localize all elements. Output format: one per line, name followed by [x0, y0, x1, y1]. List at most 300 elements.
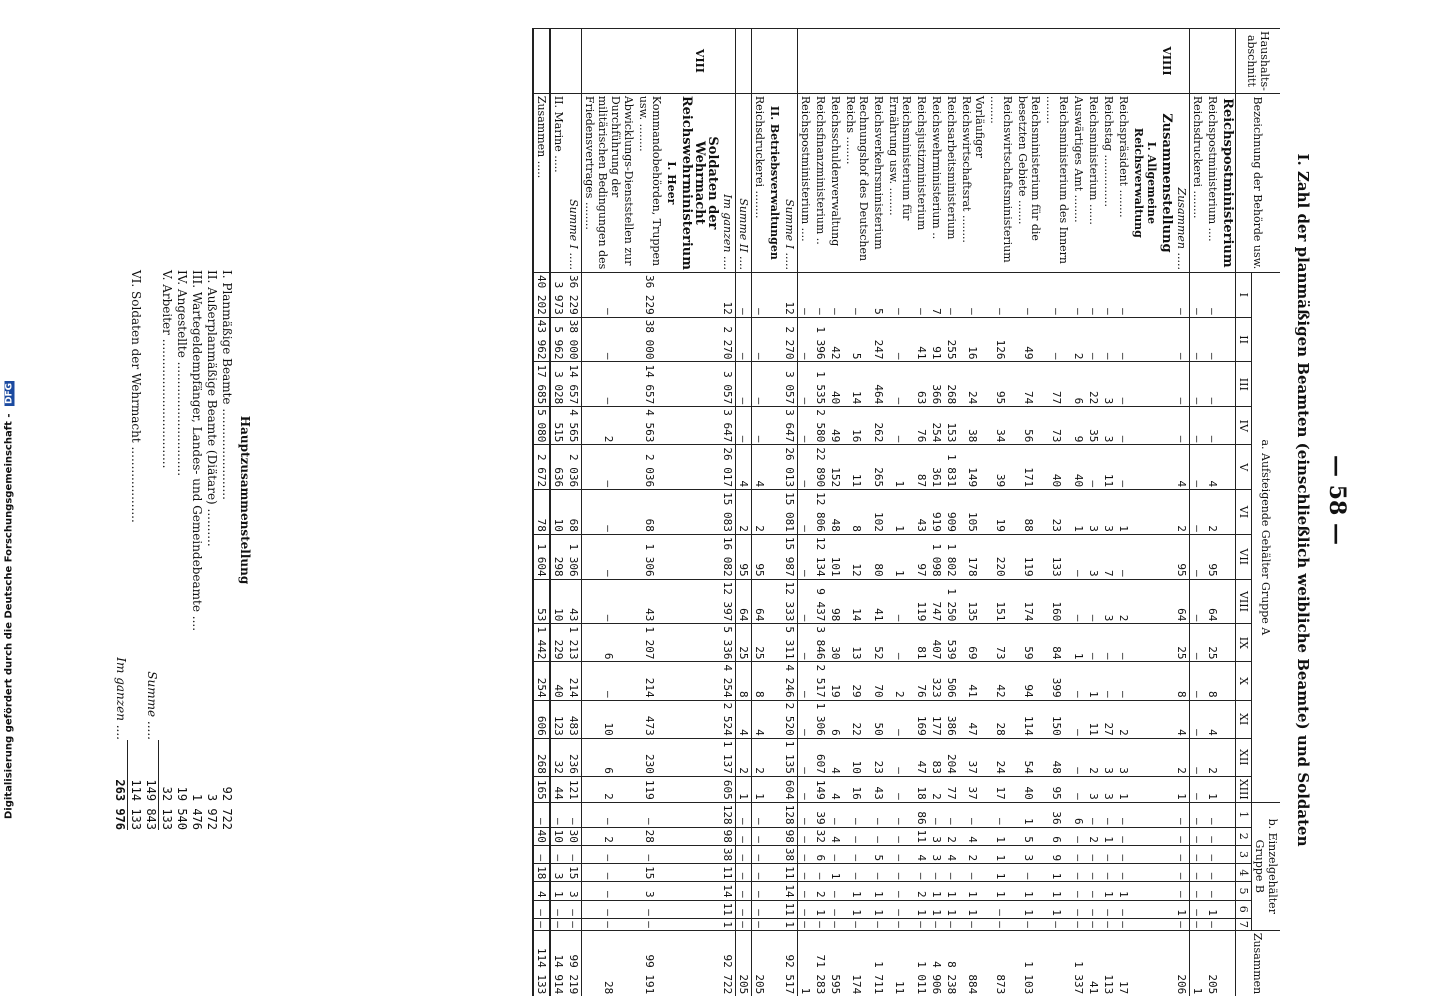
total-cell: 1 337 [1071, 930, 1086, 996]
summary-item-label: V. Arbeiter .................................. [160, 270, 174, 469]
group-a-cell: 105 [959, 490, 987, 535]
group-a-cell [1131, 317, 1159, 362]
group-a-cell: 11 [1101, 445, 1116, 490]
table-row [720, 29, 736, 997]
summary-item-value: 3 972 [205, 793, 219, 830]
group-a-cell: 7 [929, 272, 944, 317]
group-b-cell: — [1116, 900, 1131, 918]
group-a-cell: 1 604 [533, 534, 550, 579]
group-b-cell [1131, 900, 1159, 918]
group-a-cell: 11 [843, 445, 871, 490]
group-a-cell: 15 081 [782, 490, 798, 535]
group-a-cell: — [1190, 272, 1206, 317]
group-a-cell: 2 036 [566, 445, 582, 490]
group-b-cell: — [1015, 864, 1043, 882]
group-a-cell: 12 [720, 272, 736, 317]
group-a-cell [679, 700, 720, 738]
total-cell [1043, 930, 1071, 996]
group-b-cell: — [566, 900, 582, 918]
group-a-cell: 255 [944, 317, 959, 362]
group-b-cell [1131, 918, 1159, 930]
group-a-cell: 37 [959, 738, 987, 776]
group-a-cell [1220, 738, 1236, 776]
group-b-cell: 2 [1086, 827, 1101, 845]
chapter-cell [566, 29, 582, 94]
total-cell: 17 [1116, 930, 1131, 996]
chapter-cell [1131, 29, 1159, 94]
group-b-cell: — [1205, 918, 1220, 930]
total-cell: 71 283 [813, 930, 828, 996]
agency-cell: Reichswirtschaftsministerium ........ [987, 93, 1015, 272]
agency-cell: Reichsjustizministerium [914, 93, 929, 272]
group-a-cell: 2 270 [720, 317, 736, 362]
group-a-cell: 64 [752, 579, 768, 624]
group-a-cell: 1 [1174, 776, 1190, 802]
group-a-cell: 919 [929, 490, 944, 535]
group-b-cell: 4 [944, 845, 959, 863]
group-a-cell: 1 [736, 776, 752, 802]
total-cell: 174 [843, 930, 871, 996]
group-a-cell: 37 [959, 776, 987, 802]
chapter-cell [1220, 29, 1236, 94]
group-a-cell: 1 [886, 534, 914, 579]
credit-text: Digitalisierung gefördert durch die Deutsche Forschungsgemeinschaft - [3, 413, 15, 820]
group-a-cell [1220, 362, 1236, 407]
group-a-cell: — [798, 272, 814, 317]
group-a-cell: 87 [914, 445, 929, 490]
group-b-cell: — [1086, 802, 1101, 827]
group-b-cell: 1 [1015, 882, 1043, 900]
group-a-cell: 3 [1101, 738, 1116, 776]
group-a-cell: — [798, 662, 814, 700]
group-a-cell: 247 [871, 317, 886, 362]
group-a-cell: 160 [1043, 579, 1071, 624]
group-a-cell: — [1071, 662, 1086, 700]
summary-grand-label: Im ganzen .... [114, 657, 128, 740]
group-a-cell: 366 [929, 362, 944, 407]
group-a-cell: — [582, 362, 637, 407]
group-b-cell: — [1101, 802, 1116, 827]
header-col-a: XII [1236, 738, 1252, 776]
group-a-cell: 3 [1086, 534, 1101, 579]
group-a-cell: — [798, 700, 814, 738]
group-a-cell [1220, 445, 1236, 490]
total-cell: 1 [798, 930, 814, 996]
total-cell: 1 [1190, 930, 1206, 996]
agency-cell: Abwicklungs-Dienststellen zur Durchführung der militärischen Bedingungen des Friedensvertrages ........ [582, 93, 637, 272]
group-a-cell: 268 [533, 738, 550, 776]
group-a-cell: 5 962 [550, 317, 566, 362]
table-body [533, 29, 1236, 997]
group-b-cell: — [1101, 864, 1116, 882]
group-a-cell: 3 647 [720, 407, 736, 445]
group-b-cell: — [1086, 882, 1101, 900]
total-cell: 1 011 [914, 930, 929, 996]
group-a-cell: 3 [1101, 579, 1116, 624]
group-a-cell: 43 [871, 776, 886, 802]
document-stage [40, 20, 1420, 995]
group-a-cell: 26 017 [720, 445, 736, 490]
group-b-cell: — [736, 827, 752, 845]
group-a-cell: 64 [1205, 579, 1220, 624]
group-b-cell [767, 845, 782, 863]
group-b-cell: 1 [914, 900, 929, 918]
group-a-cell: 5 311 [782, 624, 798, 662]
group-b-cell: — [533, 900, 550, 918]
group-a-cell: 34 [987, 407, 1015, 445]
group-b-cell: — [1205, 802, 1220, 827]
group-a-cell: 68 [566, 490, 582, 535]
group-a-cell: 14 [843, 362, 871, 407]
table-row [582, 29, 637, 997]
group-b-cell: — [798, 802, 814, 827]
group-b-cell [679, 882, 720, 900]
table-row [679, 29, 720, 997]
total-cell: 8 238 [944, 930, 959, 996]
agency-cell: I. Allgemeine Reichsverwaltung [1131, 93, 1159, 272]
group-a-cell [679, 317, 720, 362]
group-b-cell: — [929, 864, 944, 882]
group-a-cell: 27 [1101, 700, 1116, 738]
group-b-cell [1159, 882, 1174, 900]
group-a-cell: 102 [871, 490, 886, 535]
agency-cell: Reichspostministerium [1220, 93, 1236, 272]
group-a-cell: 1 [1086, 662, 1101, 700]
group-a-cell: 4 [736, 700, 752, 738]
chapter-cell [1101, 29, 1116, 94]
group-b-cell [1220, 900, 1236, 918]
group-a-cell [767, 272, 782, 317]
group-a-cell: — [1190, 738, 1206, 776]
group-a-cell: 10 [550, 490, 566, 535]
group-a-cell: 254 [533, 662, 550, 700]
group-b-cell: — [1116, 827, 1131, 845]
group-a-cell: 2 036 [636, 445, 664, 490]
group-b-cell: — [798, 845, 814, 863]
group-a-cell: 1 306 [636, 534, 664, 579]
dfg-logo: DFG [4, 382, 15, 405]
group-b-cell: 5 [1015, 827, 1043, 845]
chapter-cell [1116, 29, 1131, 94]
group-b-cell: — [1174, 918, 1190, 930]
group-a-cell: 265 [871, 445, 886, 490]
group-a-cell: 64 [736, 579, 752, 624]
group-a-cell [664, 700, 679, 738]
agency-cell: Reichsverkehrsministerium [871, 93, 886, 272]
total-cell: 205 [736, 930, 752, 996]
agency-cell: Zusammen ..... [533, 93, 550, 272]
group-a-cell: 483 [566, 700, 582, 738]
group-a-cell: 407 [929, 624, 944, 662]
group-a-cell: 123 [550, 700, 566, 738]
group-a-cell: 63 [914, 362, 929, 407]
group-a-cell: 2 [752, 738, 768, 776]
group-b-cell: — [736, 882, 752, 900]
group-a-cell [1220, 662, 1236, 700]
header-col-a: VIII [1236, 579, 1252, 624]
group-b-cell: 5 [871, 845, 886, 863]
agency-cell: Zusammen ..... [1174, 93, 1190, 272]
group-a-cell: 150 [1043, 700, 1071, 738]
group-a-cell: 1 135 [782, 738, 798, 776]
group-a-cell [679, 534, 720, 579]
group-a-cell: 12 [782, 272, 798, 317]
table-row [1043, 29, 1071, 997]
table-row [886, 29, 914, 997]
chapter-cell [1174, 29, 1190, 94]
group-a-cell: 178 [959, 534, 987, 579]
group-b-cell: — [929, 918, 944, 930]
group-a-cell: 2 672 [533, 445, 550, 490]
group-a-cell: 1 [886, 490, 914, 535]
group-a-cell [1131, 272, 1159, 317]
group-a-cell: — [886, 738, 914, 776]
group-a-cell: 15 083 [720, 490, 736, 535]
group-a-cell: 98 [828, 579, 843, 624]
group-b-cell: — [871, 918, 886, 930]
group-a-cell: 2 270 [782, 317, 798, 362]
summary-title: Hauptzusammenstellung [238, 415, 252, 585]
total-cell: 92 517 [782, 930, 798, 996]
group-a-cell: 8 [1174, 662, 1190, 700]
group-b-cell [679, 802, 720, 827]
group-b-cell: 2 [582, 827, 637, 845]
group-a-cell: — [582, 317, 637, 362]
group-a-cell: 25 [1174, 624, 1190, 662]
group-a-cell: — [1071, 776, 1086, 802]
group-b-cell: 4 [533, 882, 550, 900]
group-b-cell [1159, 864, 1174, 882]
group-a-cell: 97 [914, 534, 929, 579]
group-b-cell [664, 802, 679, 827]
group-a-cell [679, 490, 720, 535]
group-b-cell: — [636, 900, 664, 918]
chapter-cell [1071, 29, 1086, 94]
group-b-cell: — [987, 802, 1015, 827]
group-a-cell [1131, 700, 1159, 738]
group-b-cell [1159, 918, 1174, 930]
group-a-cell: 1 137 [720, 738, 736, 776]
page-number: — 58 — [1324, 455, 1350, 545]
header-total: Zusammen [1236, 930, 1281, 996]
group-a-cell: 3 [1101, 490, 1116, 535]
group-b-cell: — [736, 802, 752, 827]
group-b-cell [1159, 827, 1174, 845]
group-b-cell: 2 [813, 882, 828, 900]
group-b-cell: — [914, 864, 929, 882]
group-a-cell: 119 [636, 776, 664, 802]
group-b-cell: — [550, 845, 566, 863]
group-b-cell: — [886, 882, 914, 900]
group-b-cell: — [871, 827, 886, 845]
group-a-cell [1131, 407, 1159, 445]
group-a-cell: 14 657 [566, 362, 582, 407]
header-col-a: I [1236, 272, 1252, 317]
group-b-cell: 1 [1101, 882, 1116, 900]
group-a-cell [1220, 624, 1236, 662]
total-cell: 92 722 [720, 930, 736, 996]
header-col-b: 1 [1236, 802, 1252, 827]
group-a-cell: — [886, 272, 914, 317]
group-a-cell: 25 [1205, 624, 1220, 662]
group-b-cell: — [798, 918, 814, 930]
group-a-cell: 1 207 [636, 624, 664, 662]
group-a-cell: — [798, 534, 814, 579]
header-col-a: III [1236, 362, 1252, 407]
group-b-cell: 1 [813, 900, 828, 918]
group-b-cell: — [1190, 918, 1206, 930]
group-b-cell [767, 827, 782, 845]
group-a-cell: 12 [843, 534, 871, 579]
group-b-cell: — [582, 845, 637, 863]
group-b-cell: — [1205, 827, 1220, 845]
group-b-cell: — [1116, 845, 1131, 863]
group-b-cell: — [914, 918, 929, 930]
group-a-cell: 91 [929, 317, 944, 362]
summary-item-value: 19 540 [175, 786, 189, 830]
group-b-cell: 36 [1043, 802, 1071, 827]
group-a-cell: 15 987 [782, 534, 798, 579]
group-b-cell: — [1071, 864, 1086, 882]
group-a-cell: — [582, 272, 637, 317]
table-row [550, 29, 566, 997]
group-b-cell: — [1116, 918, 1131, 930]
group-b-cell [679, 845, 720, 863]
group-b-cell: 1 [929, 882, 944, 900]
group-a-cell: 95 [1205, 534, 1220, 579]
header-col-a: XI [1236, 700, 1252, 738]
group-a-cell [664, 272, 679, 317]
group-a-cell: 1 098 [929, 534, 944, 579]
group-a-cell: 48 [1043, 738, 1071, 776]
total-cell: 205 [752, 930, 768, 996]
group-a-cell: 101 [828, 534, 843, 579]
group-b-cell: — [798, 900, 814, 918]
group-a-cell: — [1116, 534, 1131, 579]
group-a-cell: 604 [782, 776, 798, 802]
group-b-cell: — [533, 802, 550, 827]
group-b-cell: — [1071, 918, 1086, 930]
group-b-cell [1131, 882, 1159, 900]
total-cell: 14 914 [550, 930, 566, 996]
summary-item-value: 32 133 [160, 786, 174, 830]
group-a-cell [679, 776, 720, 802]
group-a-cell [1159, 407, 1174, 445]
group-a-cell: 153 [944, 407, 959, 445]
group-b-cell: — [636, 918, 664, 930]
group-a-cell [1220, 534, 1236, 579]
group-b-cell: 38 [782, 845, 798, 863]
group-a-cell: 8 [752, 662, 768, 700]
group-a-cell: 14 657 [636, 362, 664, 407]
summary-item-value: 1 476 [190, 793, 204, 830]
header-col-b: 4 [1236, 864, 1252, 882]
group-a-cell: 95 [1174, 534, 1190, 579]
group-b-cell: — [1116, 802, 1131, 827]
total-cell: 1 711 [871, 930, 886, 996]
group-a-cell [1131, 534, 1159, 579]
group-a-cell: 78 [533, 490, 550, 535]
group-b-cell: 1 [1015, 802, 1043, 827]
agency-cell: Auswärtiges Amt ........ [1071, 93, 1086, 272]
group-b-cell: 6 [1043, 827, 1071, 845]
group-a-cell [1220, 317, 1236, 362]
chapter-cell [944, 29, 959, 94]
summary-items [159, 20, 234, 980]
agency-cell: Summe I ..... [782, 93, 798, 272]
group-a-cell: — [1086, 272, 1101, 317]
group-b-cell [1220, 864, 1236, 882]
group-a-cell: 4 [1174, 700, 1190, 738]
group-a-cell: 76 [914, 407, 929, 445]
group-a-cell: — [1190, 407, 1206, 445]
group-b-cell: — [886, 864, 914, 882]
group-a-cell: 19 [987, 490, 1015, 535]
group-a-cell [1220, 776, 1236, 802]
group-a-cell: 2 [1174, 490, 1190, 535]
group-a-cell: 40 [1043, 445, 1071, 490]
group-a-cell: — [752, 317, 768, 362]
group-b-cell [664, 864, 679, 882]
group-b-cell: 6 [1071, 802, 1086, 827]
group-a-cell [679, 362, 720, 407]
group-b-cell: 1 [987, 882, 1015, 900]
group-b-cell: — [798, 827, 814, 845]
group-b-cell: 32 [813, 827, 828, 845]
group-a-cell: 36 229 [636, 272, 664, 317]
header-col-a: X [1236, 662, 1252, 700]
group-a-cell [679, 407, 720, 445]
table-row [1101, 29, 1116, 997]
group-b-cell: 1 [828, 864, 843, 882]
group-a-cell: 3 057 [720, 362, 736, 407]
group-a-cell: 2 [1174, 738, 1190, 776]
group-a-cell: 17 [987, 776, 1015, 802]
group-b-cell: 1 [959, 900, 987, 918]
total-cell [1220, 930, 1236, 996]
group-a-cell: 1 [1071, 624, 1086, 662]
table-row [767, 29, 782, 997]
summary-item-label: IV. Angestellte .............................. [175, 270, 189, 477]
group-b-cell: 3 [929, 845, 944, 863]
group-a-cell: — [1174, 362, 1190, 407]
group-a-cell [679, 738, 720, 776]
group-b-cell: 1 [550, 882, 566, 900]
group-a-cell: — [828, 272, 843, 317]
group-b-cell: — [828, 882, 843, 900]
group-b-cell [679, 918, 720, 930]
group-b-cell: — [566, 845, 582, 863]
group-a-cell: 74 [1015, 362, 1043, 407]
group-a-cell: 95 [752, 534, 768, 579]
group-b-cell: 1 [1043, 900, 1071, 918]
group-a-cell: 69 [959, 624, 987, 662]
group-b-cell: 98 [720, 827, 736, 845]
group-b-cell [679, 900, 720, 918]
group-a-cell [767, 407, 782, 445]
group-b-cell: — [1071, 900, 1086, 918]
agency-cell: Summe I ..... [566, 93, 582, 272]
group-b-cell [1159, 845, 1174, 863]
group-a-cell: — [582, 490, 637, 535]
group-a-cell [1220, 490, 1236, 535]
group-a-cell: 38 [959, 407, 987, 445]
group-a-cell: 133 [1043, 534, 1071, 579]
group-b-cell: 1 [871, 882, 886, 900]
group-a-cell: 9 437 [813, 579, 828, 624]
group-b-cell: 40 [533, 827, 550, 845]
group-b-cell [767, 864, 782, 882]
